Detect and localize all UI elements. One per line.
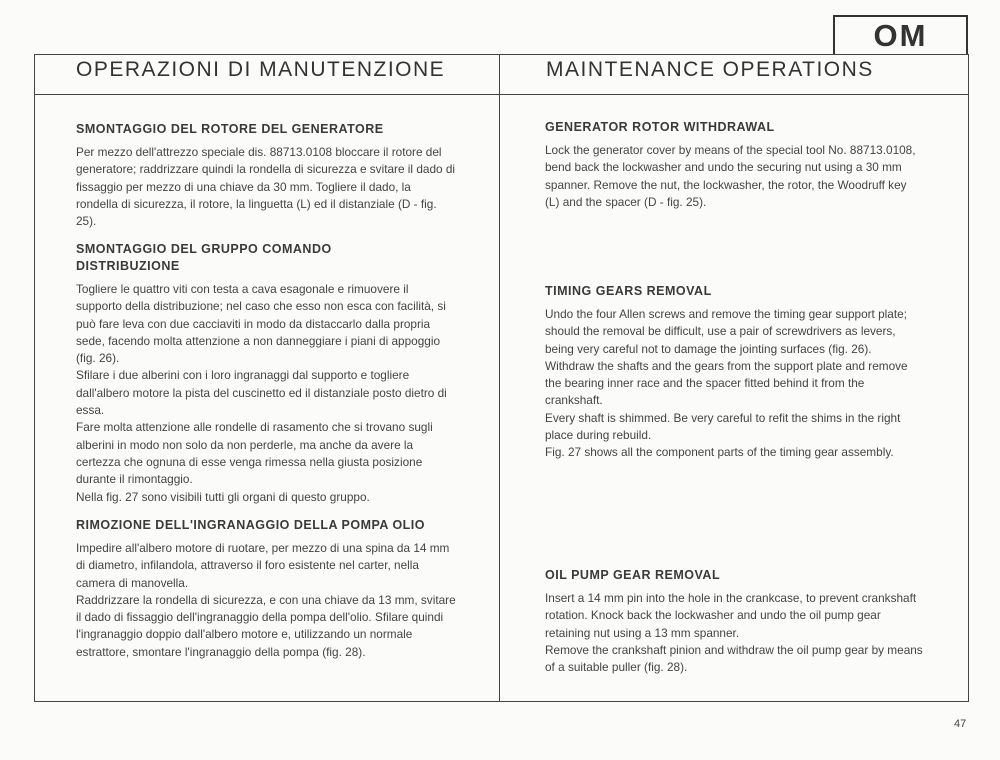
section-en-generator-rotor bbox=[545, 119, 923, 211]
section-heading: SMONTAGGIO DEL GRUPPO COMANDO DISTRIBUZIONE bbox=[76, 242, 332, 273]
section-en-timing-gears bbox=[545, 283, 923, 462]
paragraph: Insert a 14 mm pin into the hole in the crankcase, to prevent crankshaft rotation. Knock back the lockwasher and undo the oil pump gear retaining nut using a 13 mm spanner. bbox=[545, 591, 917, 640]
paragraph: Withdraw the shafts and the gears from the support plate and remove the bearing inner race and the spacer fitted behind it from the crankshaft. bbox=[545, 358, 908, 408]
section-badge: OM bbox=[833, 15, 968, 54]
section-it-oil-pump bbox=[76, 517, 456, 661]
paragraph: Impedire all'albero motore di ruotare, per mezzo di una spina da 14 mm di diametro, infilandola, attraverso il foro esistente nel carter, nella camera di manovella. bbox=[76, 541, 450, 590]
section-it-generator-rotor bbox=[76, 121, 456, 230]
paragraph: Lock the generator cover by means of the special tool No. 88713.0108, bend back the lockwasher and undo the securing nut using a 30 mm spanner. Remove the nut, the lockwasher, the rotor, the Woodruff key (L) and the spacer (D - fig. 25). bbox=[545, 143, 916, 209]
section-heading: RIMOZIONE DELL'INGRANAGGIO DELLA POMPA OLIO bbox=[76, 518, 426, 532]
section-body bbox=[76, 540, 456, 661]
section-body bbox=[545, 590, 923, 676]
paragraph: Raddrizzare la rondella di sicurezza, e con una chiave da 13 mm, svitare il dado di fissaggio dell'ingranaggio della pompa dell'olio. Sfilare quindi l'ingranaggio doppio dall'albero motore e, utilizzando un normale estrattore, smontare l'ingranaggio della pompa (fig. 28). bbox=[76, 592, 456, 659]
section-body bbox=[76, 281, 456, 506]
paragraph: Remove the crankshaft pinion and withdraw the oil pump gear by means of a suitable puller (fig. 28). bbox=[545, 642, 923, 675]
paragraph: Per mezzo dell'attrezzo speciale dis. 88713.0108 bloccare il rotore del generatore; raddrizzare quindi la rondella di sicurezza e svitare il dado di fissaggio per mezzo di una chiave da 30 mm. Togliere il dado, la rondella di sicurezza, il rotore, la linguetta (L) ed il distanziale (D - fig. 25). bbox=[76, 145, 456, 229]
section-heading: SMONTAGGIO DEL ROTORE DEL GENERATORE bbox=[76, 122, 384, 136]
section-body bbox=[545, 306, 923, 462]
paragraph: Togliere le quattro viti con testa a cava esagonale e rimuovere il supporto della distribuzione; nel caso che esso non esca con facilità, si può fare leva con due cacciaviti in modo da distaccarlo dalla propria sede, facendo molta attenzione a non danneggiare i piani di appoggio (fig. 26). bbox=[76, 282, 446, 366]
paragraph: Fare molta attenzione alle rondelle di rasamento che si trovano sugli alberini in modo non solo da non perderle, ma anche da avere la certezza che ognuna di esse venga rimessa nella giusta posizione durante il rimontaggio. bbox=[76, 420, 433, 487]
section-body bbox=[76, 144, 456, 230]
paragraph: Nella fig. 27 sono visibili tutti gli organi di questo gruppo. bbox=[76, 489, 370, 504]
title-italian: OPERAZIONI DI MANUTENZIONE bbox=[76, 58, 446, 81]
section-heading: TIMING GEARS REMOVAL bbox=[545, 284, 712, 298]
paragraph: Sfilare i due alberini con i loro ingranaggi dal supporto e togliere dall'albero motore la pista del cuscinetto ed il distanziale posto dietro di essa. bbox=[76, 368, 447, 418]
section-body bbox=[545, 142, 923, 211]
title-english: MAINTENANCE OPERATIONS bbox=[546, 58, 874, 81]
page-number: 47 bbox=[954, 718, 967, 730]
paragraph: Fig. 27 shows all the component parts of the timing gear assembly. bbox=[545, 445, 894, 460]
paragraph: Every shaft is shimmed. Be very careful to refit the shims in the right place during rebuild. bbox=[545, 410, 901, 443]
section-heading: GENERATOR ROTOR WITHDRAWAL bbox=[545, 120, 775, 134]
header-divider bbox=[34, 94, 969, 95]
section-heading: OIL PUMP GEAR REMOVAL bbox=[545, 568, 721, 582]
section-en-oil-pump bbox=[545, 567, 923, 676]
column-divider bbox=[499, 54, 500, 702]
paragraph: Undo the four Allen screws and remove the timing gear support plate; should the removal be difficult, use a pair of screwdrivers as levers, being very careful not to damage the jointing surfaces (fig. 26). bbox=[545, 307, 907, 356]
section-it-timing-group bbox=[76, 241, 456, 506]
